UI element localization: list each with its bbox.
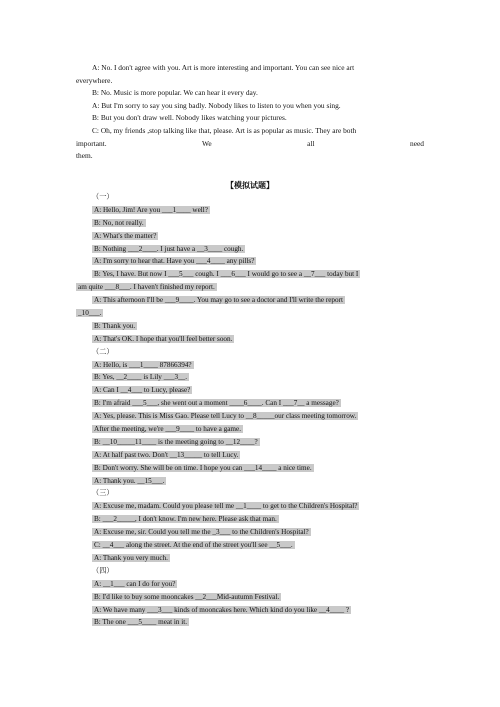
line-text: A: That's OK. I hope that you'll feel better soon. — [94, 334, 233, 343]
line-text: B: No, not really. — [94, 218, 144, 227]
dialogue-line — [76, 604, 424, 617]
dialogue-line — [76, 526, 424, 539]
exercise-dialogues — [76, 191, 424, 629]
line-text: B: Thank you. — [94, 321, 136, 330]
line-text: A: At half past two. Don't __13_____ to tell Lucy. — [94, 450, 239, 459]
line-text: B: I'm afraid ___5___, she went out a moment ____6____. Can I ___7__ a message? — [94, 399, 339, 408]
section-title: 【模拟试题】 — [226, 181, 274, 190]
dialogue-line — [76, 500, 424, 513]
dialogue-line — [76, 243, 424, 256]
section-number — [76, 191, 424, 204]
section-number — [76, 565, 424, 578]
line-text: C: __4___ along the street. At the end of the street you'll see __5___. — [94, 541, 293, 550]
dialogue-line — [76, 307, 424, 320]
dialogue-line — [76, 384, 424, 397]
paragraph: A: No. I don't agree with you. Art is more interesting and important. You can see nice art — [92, 63, 355, 72]
line-text: A: Yes, please. This is Miss Gao. Please tell Lucy to __8_____our class meeting tomorrow. — [94, 412, 357, 421]
line-text: B: ___2_____, I don't know. I'm new here. Please ask that man. — [94, 515, 277, 524]
line-text: After the meeting, we're ___9____ to have a game. — [94, 425, 241, 434]
line-text: A: Excuse me, madam. Could you please tell me __1____ to get to the Children's Hospital? — [94, 502, 358, 511]
dialogue-line — [76, 294, 424, 307]
line-text: A: What's the matter? — [94, 231, 157, 240]
dialogue-line — [76, 423, 424, 436]
line-text: B: __10_____11____ is the meeting going to __12____? — [94, 437, 258, 446]
section-number — [76, 487, 424, 500]
dialogue-line — [76, 539, 424, 552]
dialogue-line — [76, 616, 424, 629]
line-text: B: Don't worry. She will be on time. I hope you can ___14____ a nice time. — [94, 463, 312, 472]
dialogue-line — [76, 436, 424, 449]
line-text: B: Yes, I have. But now I ___5___ cough. I ___6___ I would go to see a __7___ today but I — [94, 270, 359, 279]
dialogue-line — [76, 410, 424, 423]
dialogue-line — [76, 552, 424, 565]
line-text: （三） — [92, 489, 114, 498]
paragraph: B: No. Music is more popular. We can hear it every day. — [92, 88, 258, 98]
line-text: A: Hello, is ___1____ 87866394? — [94, 360, 192, 369]
paragraph: B: But you don't draw well. Nobody likes watching your pictures. — [92, 113, 287, 123]
section-number — [76, 346, 424, 359]
justified-line — [76, 138, 424, 151]
paragraph: C: Oh, my friends ,stop talking like that, please. Art is as popular as music. They are both — [92, 125, 357, 135]
dialogue-line — [76, 449, 424, 462]
dialogue-line — [76, 591, 424, 604]
dialogue-line — [76, 217, 424, 230]
dialogue-line — [76, 281, 424, 294]
line-text: A: We have many ___3___ kinds of mooncakes here. Which kind do you like __4____ ? — [94, 605, 350, 614]
word: important. — [76, 138, 107, 148]
dialogue-line — [76, 230, 424, 243]
word: We — [202, 138, 212, 148]
dialogue-line — [76, 397, 424, 410]
dialogue-line — [76, 320, 424, 333]
dialogue-line — [76, 462, 424, 475]
dialogue-line — [76, 578, 424, 591]
line-text: _10___. — [78, 309, 102, 318]
word: need — [410, 138, 424, 148]
dialogue-line — [76, 255, 424, 268]
dialogue-line — [76, 268, 424, 281]
line-text: B: Nothing ___2____. I just have a __3____ cough. — [94, 244, 244, 253]
word: all — [307, 138, 315, 148]
dialogue-line — [76, 371, 424, 384]
top-dialogue — [76, 62, 424, 163]
line-text: A: This afternoon I'll be ___9____. You may go to see a doctor and I'll write the report — [94, 296, 343, 305]
line-text: B: Yes, __2____ is Lily ___3__. — [94, 373, 188, 382]
line-text: （四） — [92, 566, 114, 575]
dialogue-line — [76, 204, 424, 217]
dialogue-line — [76, 513, 424, 526]
line-text: B: I'd like to buy some mooncakes __2___Mid-autumn Festival. — [94, 592, 280, 601]
paragraph: everywhere. — [76, 75, 113, 85]
paragraph: them. — [76, 151, 93, 161]
line-text: （二） — [92, 347, 114, 356]
dialogue-line — [76, 333, 424, 346]
line-text: A: Excuse me, sir. Could you tell me the _3___ to the Children's Hospital? — [94, 528, 309, 537]
line-text: （一） — [92, 193, 114, 201]
dialogue-line — [76, 475, 424, 488]
line-text: A: I'm sorry to hear that. Have you ___4____ any pills? — [94, 257, 255, 266]
line-text: A: Thank you. __15___. — [94, 476, 165, 485]
paragraph: A: But I'm sorry to say you sing badly. Nobody likes to listen to you when you sing. — [92, 100, 341, 110]
line-text: am quite ___8___. I haven't finished my report. — [78, 283, 215, 292]
line-text: A: __1___ can I do for you? — [94, 579, 176, 588]
line-text: A: Thank you very much. — [94, 553, 168, 562]
line-text: B: The one ___5____ meat in it. — [94, 618, 188, 627]
line-text: A: Can I __4___ to Lucy, please? — [94, 386, 191, 395]
line-text: A: Hello, Jim! Are you ___1____ well? — [94, 205, 208, 214]
dialogue-line — [76, 359, 424, 372]
